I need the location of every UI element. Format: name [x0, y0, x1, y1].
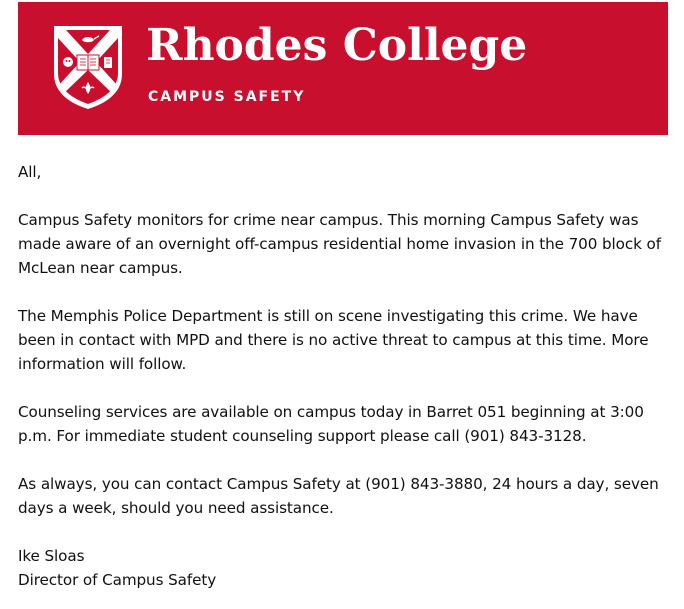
paragraph-contact: As always, you can contact Campus Safety at (901) 843-3880, 24 hours a day, seven days a week, should you need assistance.: [18, 475, 659, 517]
paragraph-police-update: The Memphis Police Department is still on scene investigating this crime. We have been in contact with MPD and there is no active threat to campus at this time. More information will follow.: [18, 307, 649, 373]
email-body: [18, 160, 668, 592]
signature-title: Director of Campus Safety: [18, 571, 217, 589]
signature: [18, 544, 668, 592]
department-name: CAMPUS SAFETY: [148, 89, 306, 105]
header-banner: [18, 2, 668, 135]
signature-name: Ike Sloas: [18, 547, 85, 565]
paragraph-crime-notice: Campus Safety monitors for crime near campus. This morning Campus Safety was made aware of an overnight off-campus residential home invasion in the 700 block of McLean near campus.: [18, 211, 661, 277]
paragraph-counseling: Counseling services are available on campus today in Barret 051 beginning at 3:00 p.m. For immediate student counseling support please call (901) 843-3128.: [18, 403, 644, 445]
college-name: Rhodes College: [146, 20, 528, 71]
shield-crest-icon: [52, 24, 124, 110]
greeting: All,: [18, 163, 42, 181]
